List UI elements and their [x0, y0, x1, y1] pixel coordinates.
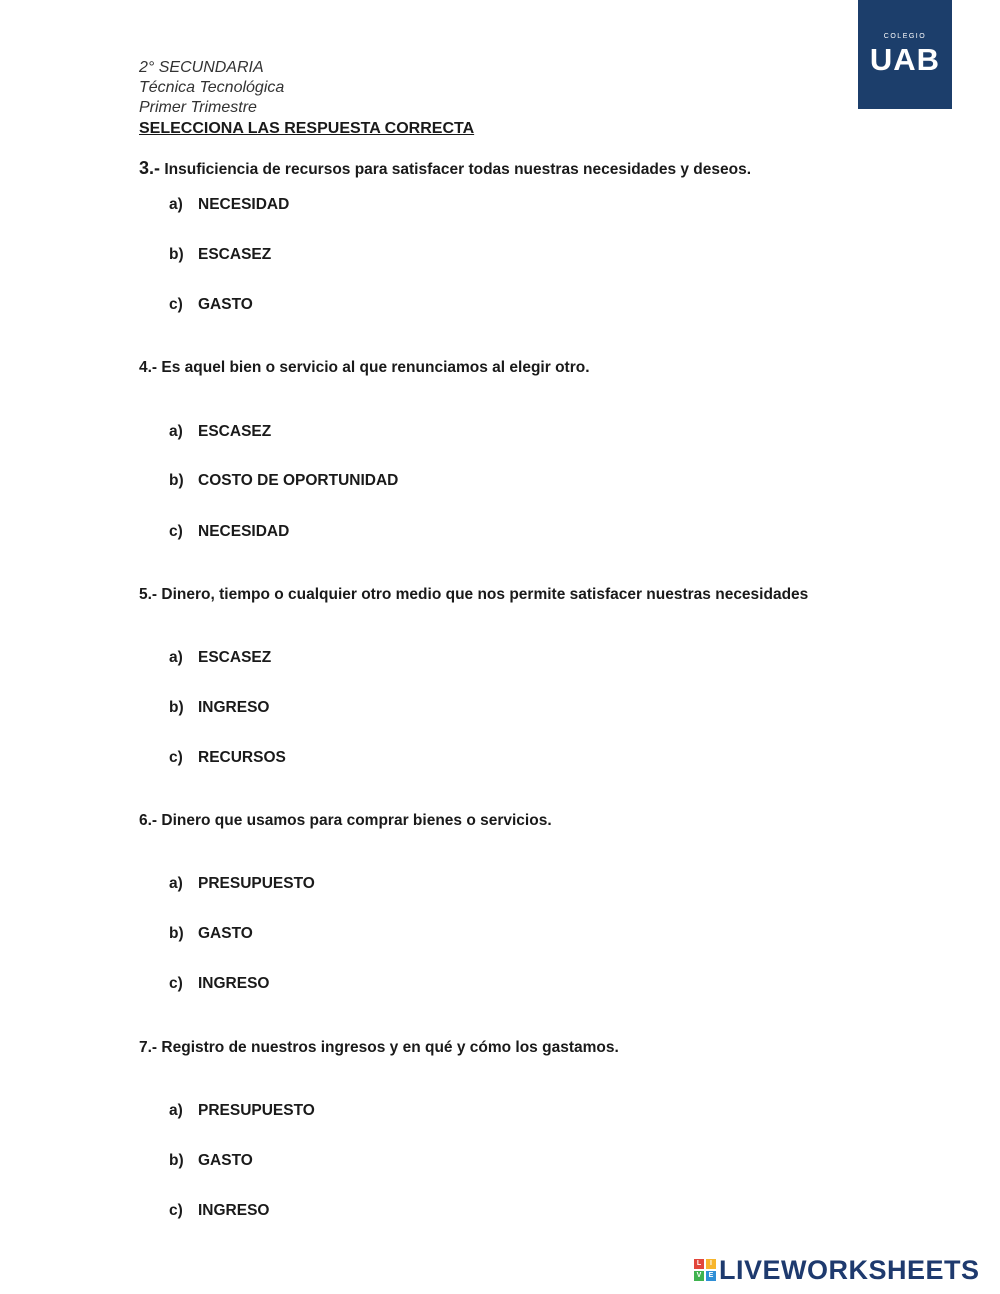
option-text: RECURSOS — [198, 749, 286, 766]
option-text: GASTO — [198, 296, 253, 313]
liveworksheets-blocks-icon — [694, 1259, 716, 1281]
option-text: PRESUPUESTO — [198, 875, 315, 892]
option-7b[interactable] — [169, 1152, 253, 1170]
question-number: 6.- — [139, 812, 158, 829]
question-number: 7.- — [139, 1039, 158, 1056]
option-letter: a) — [169, 423, 183, 440]
question-3 — [139, 158, 751, 179]
option-letter: c) — [169, 296, 183, 313]
option-text: GASTO — [198, 1152, 253, 1169]
option-letter: a) — [169, 875, 183, 892]
option-letter: a) — [169, 649, 183, 666]
option-letter: c) — [169, 749, 183, 766]
option-text: ESCASEZ — [198, 649, 272, 666]
block-e: E — [706, 1271, 716, 1281]
option-4b[interactable] — [169, 472, 398, 490]
option-3b[interactable] — [169, 246, 271, 264]
option-text: NECESIDAD — [198, 523, 290, 540]
question-text: Insuficiencia de recursos para satisfacer todas nuestras necesidades y deseos. — [164, 161, 752, 178]
option-text: INGRESO — [198, 1202, 270, 1219]
option-letter: c) — [169, 1202, 183, 1219]
instruction-heading: SELECCIONA LAS RESPUESTA CORRECTA — [139, 120, 475, 137]
logo-big-text: UAB — [869, 42, 941, 77]
option-text: ESCASEZ — [198, 423, 272, 440]
option-3a[interactable] — [169, 196, 289, 214]
option-letter: b) — [169, 1152, 184, 1169]
option-letter: a) — [169, 1102, 183, 1119]
option-text: INGRESO — [198, 975, 270, 992]
term-line: Primer Trimestre — [139, 99, 257, 116]
block-i: I — [706, 1259, 716, 1269]
question-5 — [139, 586, 808, 604]
option-4c[interactable] — [169, 523, 289, 541]
question-text: Dinero, tiempo o cualquier otro medio que nos permite satisfacer nuestras necesidades — [161, 586, 809, 603]
question-7 — [139, 1039, 619, 1057]
question-number: 4.- — [139, 359, 158, 376]
option-text: PRESUPUESTO — [198, 1102, 315, 1119]
option-text: ESCASEZ — [198, 246, 272, 263]
option-text: NECESIDAD — [198, 196, 290, 213]
block-v: V — [694, 1271, 704, 1281]
document-header — [139, 58, 474, 140]
option-7a[interactable] — [169, 1102, 315, 1120]
option-4a[interactable] — [169, 423, 271, 441]
logo-small-text: COLEGIO — [883, 33, 927, 40]
option-letter: c) — [169, 975, 183, 992]
option-3c[interactable] — [169, 296, 253, 314]
option-6c[interactable] — [169, 975, 269, 993]
school-logo — [858, 0, 952, 109]
grade-line: 2° SECUNDARIA — [139, 59, 264, 76]
option-letter: c) — [169, 523, 183, 540]
option-letter: b) — [169, 246, 184, 263]
option-letter: a) — [169, 196, 183, 213]
option-6b[interactable] — [169, 925, 253, 943]
option-text: COSTO DE OPORTUNIDAD — [198, 472, 399, 489]
option-text: GASTO — [198, 925, 253, 942]
option-7c[interactable] — [169, 1202, 269, 1220]
liveworksheets-logo — [694, 1256, 980, 1284]
subject-line: Técnica Tecnológica — [139, 79, 285, 96]
question-4 — [139, 359, 590, 377]
question-6 — [139, 812, 552, 830]
question-text: Es aquel bien o servicio al que renunciamos al elegir otro. — [161, 359, 590, 376]
question-number: 3.- — [139, 158, 161, 178]
option-5c[interactable] — [169, 749, 286, 767]
liveworksheets-brand: LIVEWORKSHEETS — [719, 1254, 980, 1285]
option-text: INGRESO — [198, 699, 270, 716]
question-text: Registro de nuestros ingresos y en qué y cómo los gastamos. — [161, 1039, 619, 1056]
block-l: L — [694, 1259, 704, 1269]
option-letter: b) — [169, 472, 184, 489]
option-5b[interactable] — [169, 699, 269, 717]
option-5a[interactable] — [169, 649, 271, 667]
option-letter: b) — [169, 925, 184, 942]
question-number: 5.- — [139, 586, 158, 603]
question-text: Dinero que usamos para comprar bienes o servicios. — [161, 812, 552, 829]
option-letter: b) — [169, 699, 184, 716]
option-6a[interactable] — [169, 875, 315, 893]
